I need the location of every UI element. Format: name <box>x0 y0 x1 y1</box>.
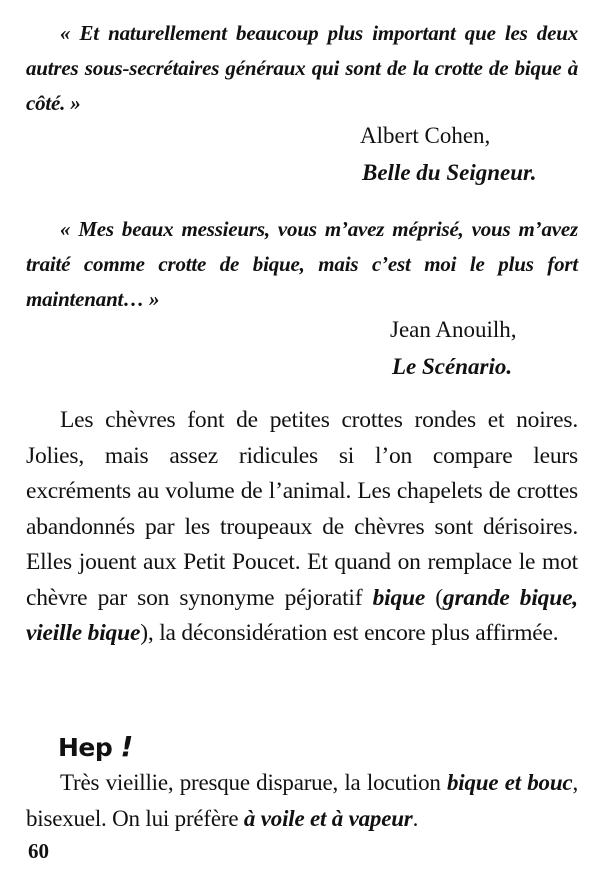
hep-italic-term: à voile et à vapeur <box>243 806 413 831</box>
quote-author: Albert Cohen, <box>360 123 491 148</box>
body-text-segment: ), la déconsidération est encore plus affirmée. <box>140 620 559 646</box>
quote-author: Jean Anouilh, <box>390 317 517 342</box>
hep-text-segment: Très vieillie, presque disparue, la locution <box>60 770 447 795</box>
quote-text: « Et naturellement beaucoup plus important que les deux autres sous-secrétaires généraux qui sont de la crotte de bique à côté. » <box>26 21 578 115</box>
body-italic-term: grande bique, vieille bique <box>26 584 578 646</box>
body-text-segment: Les chèvres font de petites crottes rondes et noires. Jolies, mais assez ridicules si l’on compare leurs excréments au volume de l’animal. Les chapelets de crottes abandonnés par les troupeaux de chèvres sont dérisoires. Elles jouent aux Petit Poucet. Et quand on remplace le mot chèvre par son synonyme péjoratif <box>26 407 578 611</box>
body-italic-term: bique <box>372 584 426 611</box>
body-text-segment: ( <box>425 584 443 611</box>
hep-text-segment: . <box>412 806 419 831</box>
quote-text: « Mes beaux messieurs, vous m’avez méprisé, vous m’avez traité comme crotte de bique, mais c’est moi le plus fort maintenant… » <box>26 217 578 311</box>
quote-attribution-anouilh <box>390 311 517 385</box>
hep-exclamation: ! <box>120 730 133 763</box>
hep-text-segment: , bisexuel. On lui préfère <box>26 770 578 831</box>
quote-attribution-cohen <box>360 117 536 191</box>
hep-italic-term: bique et bouc <box>447 770 573 795</box>
epigraph-quote-cohen <box>26 16 578 121</box>
quote-work-title: Belle du Seigneur. <box>362 160 537 185</box>
quote-work-title: Le Scénario. <box>392 354 513 379</box>
page-number: 60 <box>28 839 49 863</box>
hep-heading <box>58 729 133 766</box>
hep-paragraph <box>26 765 578 837</box>
epigraph-quote-anouilh <box>26 212 578 317</box>
body-paragraph <box>26 403 578 652</box>
hep-title: Hep <box>58 733 113 762</box>
